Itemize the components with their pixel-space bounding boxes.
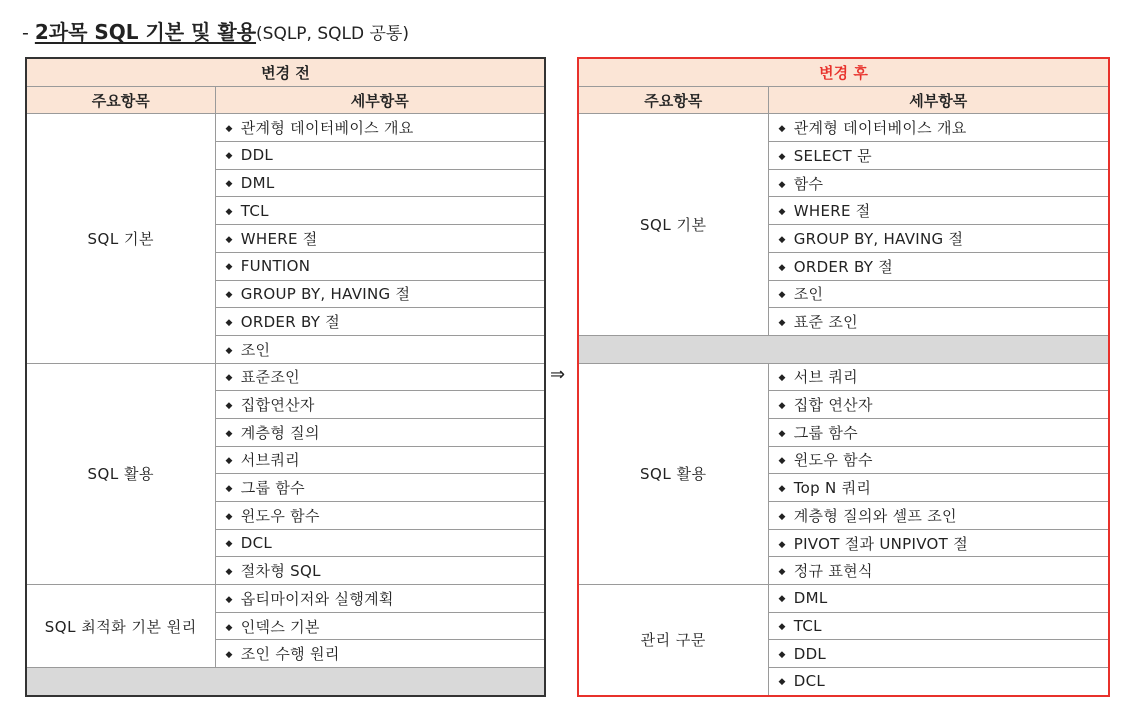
bullet-icon: ◆ [225, 401, 233, 412]
detail-item [215, 529, 545, 557]
table-row [578, 114, 1109, 142]
bullet-icon: ◆ [225, 262, 233, 273]
bullet-icon: ◆ [225, 539, 233, 550]
heading-paren: (SQLP, SQLD 공통) [256, 24, 409, 44]
detail-item-label: 그룹 함수 [793, 423, 858, 442]
detail-item [768, 114, 1109, 142]
detail-item [215, 197, 545, 225]
detail-item [768, 585, 1109, 613]
detail-item [215, 474, 545, 502]
table-row [26, 585, 545, 613]
detail-item-label: WHERE 절 [793, 202, 871, 221]
detail-item [215, 391, 545, 419]
detail-item [768, 308, 1109, 336]
detail-item [215, 502, 545, 530]
bullet-icon: ◆ [778, 290, 786, 301]
detail-item-label: TCL [240, 201, 269, 220]
bullet-icon: ◆ [225, 594, 233, 605]
detail-item [768, 668, 1109, 696]
detail-item [768, 502, 1109, 530]
heading-subject: 2과목 SQL 기본 및 활용 [34, 20, 257, 44]
detail-item [768, 529, 1109, 557]
bullet-icon: ◆ [778, 428, 786, 439]
detail-item [768, 169, 1109, 197]
detail-item [768, 225, 1109, 253]
detail-item [768, 640, 1109, 668]
detail-item [215, 280, 545, 308]
detail-item [215, 308, 545, 336]
detail-item-label: GROUP BY, HAVING 절 [793, 229, 964, 248]
detail-item-label: ORDER BY 절 [793, 257, 894, 276]
bullet-icon: ◆ [225, 318, 233, 329]
main-item-cell: SQL 활용 [578, 363, 768, 585]
bullet-icon: ◆ [225, 206, 233, 217]
main-item-cell: SQL 활용 [26, 363, 215, 585]
detail-item [768, 252, 1109, 280]
main-item-cell: SQL 기본 [578, 114, 768, 336]
table-row [578, 363, 1109, 391]
arrow-icon: ⇒ [550, 364, 566, 385]
detail-item-label: 표준 조인 [793, 313, 858, 332]
detail-item-label: 조인 수행 원리 [240, 645, 340, 664]
detail-item [215, 114, 545, 142]
detail-item [768, 363, 1109, 391]
detail-item-label: TCL [793, 617, 822, 636]
detail-item-label: DDL [793, 644, 827, 663]
detail-item [768, 474, 1109, 502]
bullet-icon: ◆ [778, 484, 786, 495]
detail-item-label: 윈도우 함수 [240, 506, 320, 525]
bullet-icon: ◆ [778, 179, 786, 190]
main-item-cell: SQL 최적화 기본 원리 [26, 585, 215, 668]
detail-item-label: 관계형 데이터베이스 개요 [793, 119, 967, 138]
bullet-icon: ◆ [778, 567, 786, 578]
bullet-icon: ◆ [225, 622, 233, 633]
bullet-icon: ◆ [778, 207, 786, 218]
detail-item-label: 서브쿼리 [240, 451, 300, 470]
detail-item [768, 280, 1109, 308]
column-header-detail: 세부항목 [215, 86, 545, 114]
bullet-icon: ◆ [225, 567, 233, 578]
column-header-main: 주요항목 [26, 86, 215, 114]
table-row [578, 585, 1109, 613]
bullet-icon: ◆ [778, 539, 786, 550]
detail-item [215, 252, 545, 280]
bullet-icon: ◆ [225, 234, 233, 245]
detail-item-label: FUNTION [240, 257, 311, 276]
detail-item [215, 585, 545, 613]
bullet-icon: ◆ [778, 401, 786, 412]
table-after [577, 57, 1110, 697]
bullet-icon: ◆ [225, 650, 233, 661]
main-item-cell: 관리 구문 [578, 585, 768, 696]
detail-item-label: 그룹 함수 [240, 479, 305, 498]
main-item-cell: SQL 기본 [26, 114, 215, 363]
detail-item-label: 옵티마이저와 실행계획 [240, 589, 394, 608]
column-header-detail: 세부항목 [768, 86, 1109, 114]
bullet-icon: ◆ [225, 456, 233, 467]
detail-item-label: 집합연산자 [240, 396, 315, 415]
detail-item [215, 335, 545, 363]
detail-item-label: 조인 [793, 285, 824, 304]
detail-item-label: DDL [240, 146, 274, 165]
detail-item-label: 함수 [793, 174, 824, 193]
detail-item-label: DML [793, 589, 828, 608]
detail-item-label: 관계형 데이터베이스 개요 [240, 119, 414, 138]
detail-item [215, 169, 545, 197]
column-header-main: 주요항목 [578, 86, 768, 114]
spacer-row [578, 335, 1109, 363]
detail-item-label: WHERE 절 [240, 229, 318, 248]
bullet-icon: ◆ [778, 622, 786, 633]
detail-item [215, 640, 545, 668]
detail-item [768, 446, 1109, 474]
detail-item-label: Top N 쿼리 [793, 479, 872, 498]
detail-item [215, 225, 545, 253]
bullet-icon: ◆ [225, 345, 233, 356]
detail-item [215, 612, 545, 640]
bullet-icon: ◆ [225, 511, 233, 522]
bullet-icon: ◆ [225, 290, 233, 301]
bullet-icon: ◆ [778, 262, 786, 273]
detail-item-label: 서브 쿼리 [793, 368, 858, 387]
section-heading [22, 18, 409, 48]
bullet-icon: ◆ [778, 456, 786, 467]
bullet-icon: ◆ [778, 677, 786, 688]
table-title: 변경 후 [578, 58, 1109, 86]
heading-dash: - [22, 22, 29, 44]
detail-item-label: 표준조인 [240, 368, 300, 387]
detail-item-label: SELECT 문 [793, 146, 872, 165]
detail-item-label: 계층형 질의 [240, 423, 320, 442]
table-title: 변경 전 [26, 58, 545, 86]
bullet-icon: ◆ [778, 151, 786, 162]
detail-item [215, 363, 545, 391]
detail-item-label: 절차형 SQL [240, 562, 321, 581]
detail-item-label: DML [240, 174, 275, 193]
bullet-icon: ◆ [778, 124, 786, 135]
detail-item-label: 계층형 질의와 셀프 조인 [793, 506, 957, 525]
bullet-icon: ◆ [225, 484, 233, 495]
detail-item [215, 418, 545, 446]
table-row [26, 363, 545, 391]
detail-item-label: DCL [240, 534, 273, 553]
detail-item [768, 391, 1109, 419]
detail-item-label: ORDER BY 절 [240, 313, 341, 332]
detail-item [215, 557, 545, 585]
table-row [26, 114, 545, 142]
bullet-icon: ◆ [778, 649, 786, 660]
detail-item-label: GROUP BY, HAVING 절 [240, 285, 411, 304]
spacer-row [26, 668, 545, 696]
detail-item [768, 197, 1109, 225]
bullet-icon: ◆ [225, 373, 233, 384]
detail-item-label: DCL [793, 672, 826, 691]
detail-item [768, 612, 1109, 640]
bullet-icon: ◆ [778, 318, 786, 329]
bullet-icon: ◆ [225, 124, 233, 135]
bullet-icon: ◆ [225, 179, 233, 190]
detail-item-label: 집합 연산자 [793, 396, 873, 415]
bullet-icon: ◆ [778, 594, 786, 605]
bullet-icon: ◆ [778, 511, 786, 522]
table-before [25, 57, 546, 697]
detail-item-label: PIVOT 절과 UNPIVOT 절 [793, 534, 968, 553]
bullet-icon: ◆ [778, 234, 786, 245]
detail-item-label: 윈도우 함수 [793, 451, 873, 470]
detail-item [768, 557, 1109, 585]
detail-item-label: 정규 표현식 [793, 562, 873, 581]
bullet-icon: ◆ [778, 373, 786, 384]
detail-item [768, 142, 1109, 170]
detail-item [215, 142, 545, 170]
detail-item [215, 446, 545, 474]
bullet-icon: ◆ [225, 151, 233, 162]
detail-item-label: 인덱스 기본 [240, 617, 320, 636]
bullet-icon: ◆ [225, 428, 233, 439]
detail-item-label: 조인 [240, 340, 271, 359]
detail-item [768, 418, 1109, 446]
